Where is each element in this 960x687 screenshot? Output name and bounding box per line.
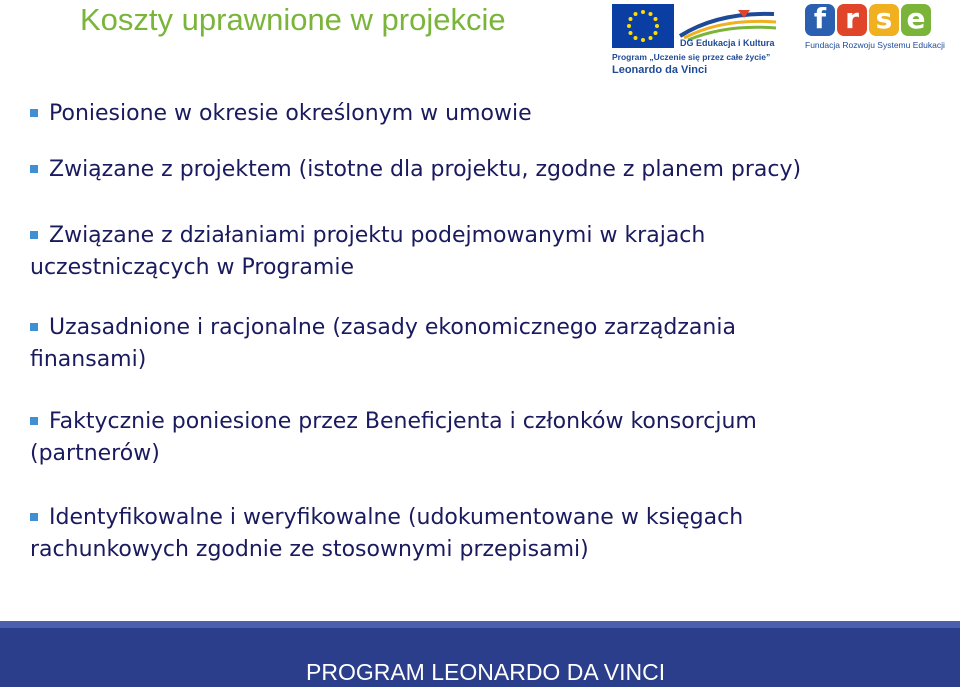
frse-caption: Fundacja Rozwoju Systemu Edukacji xyxy=(805,40,945,50)
ldv-dg-label: DG Edukacja i Kultura xyxy=(680,38,775,48)
leonardo-swoosh-icon xyxy=(678,6,778,42)
bullet-text-continued: uczestniczących w Programie xyxy=(30,255,354,280)
square-bullet-icon xyxy=(30,513,38,521)
footer-title: PROGRAM LEONARDO DA VINCI xyxy=(306,659,666,685)
list-item xyxy=(30,406,930,470)
bullet-text: Uzasadnione i racjonalne (zasady ekonomicznego zarządzania xyxy=(49,315,736,340)
frse-letter-s: s xyxy=(869,4,899,36)
ldv-name-label: Leonardo da Vinci xyxy=(612,64,708,76)
bullet-list xyxy=(30,98,930,566)
eu-flag-icon xyxy=(612,4,674,48)
bullet-text-continued: (partnerów) xyxy=(30,441,160,466)
square-bullet-icon xyxy=(30,323,38,331)
list-item xyxy=(30,98,930,130)
list-item xyxy=(30,154,930,186)
frse-logo xyxy=(805,2,945,52)
list-item xyxy=(30,502,930,566)
bullet-text-continued: rachunkowych zgodnie ze stosownymi przepisami) xyxy=(30,537,589,562)
square-bullet-icon xyxy=(30,417,38,425)
bullet-text-continued: finansami) xyxy=(30,347,147,372)
logo-bar xyxy=(612,4,952,78)
footer-stripe xyxy=(0,621,960,628)
bullet-text: Faktycznie poniesione przez Beneficjenta i członków konsorcjum xyxy=(49,409,757,434)
frse-letter-r: r xyxy=(837,4,867,36)
square-bullet-icon xyxy=(30,165,38,173)
bullet-text: Związane z działaniami projektu podejmowanymi w krajach xyxy=(49,223,706,248)
list-item xyxy=(30,220,930,284)
square-bullet-icon xyxy=(30,231,38,239)
bullet-text: Identyfikowalne i weryfikowalne (udokumentowane w księgach xyxy=(49,505,744,530)
slide-title: Koszty uprawnione w projekcie xyxy=(80,2,506,37)
frse-letter-e: e xyxy=(901,4,931,36)
bullet-text: Poniesione w okresie określonym w umowie xyxy=(49,101,532,126)
ldv-program-label: Program „Uczenie się przez całe życie” xyxy=(612,52,771,62)
frse-letter-f: f xyxy=(805,4,835,36)
bullet-text: Związane z projektem (istotne dla projektu, zgodne z planem pracy) xyxy=(49,157,802,182)
square-bullet-icon xyxy=(30,109,38,117)
list-item xyxy=(30,312,930,376)
